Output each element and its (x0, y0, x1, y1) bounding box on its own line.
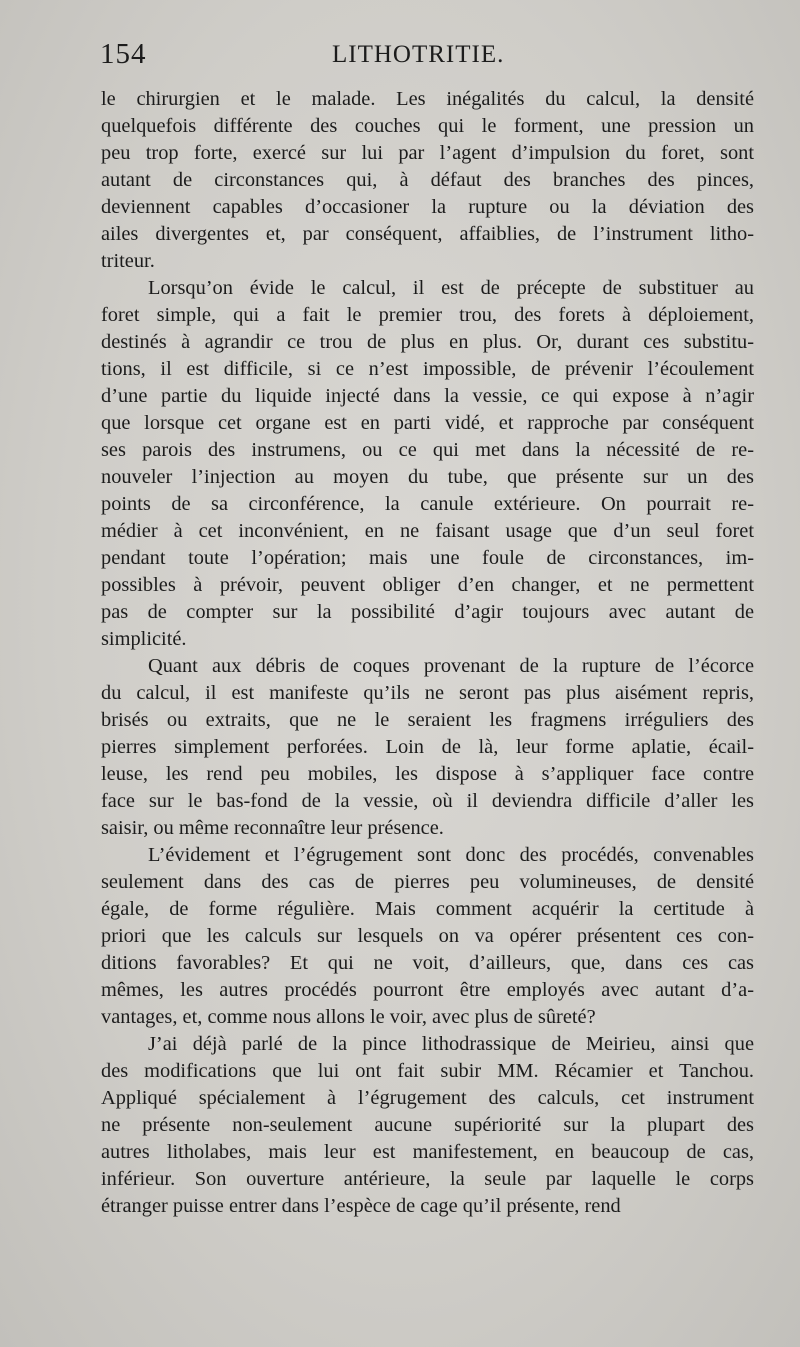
paragraph (101, 275, 754, 653)
text-line: Lorsqu’on évide le calcul, il est de précepte de substituer au (148, 277, 754, 299)
text-line: égale, de forme régulière. Mais comment acquérir la certitude à (101, 898, 754, 920)
text-line: ses parois des instrumens, ou ce qui met dans la nécessité de re- (101, 439, 754, 461)
text-line: leuse, les rend peu mobiles, les dispose à s’appliquer face contre (101, 763, 754, 785)
text-line: J’ai déjà parlé de la pince lithodrassique de Meirieu, ainsi que (148, 1033, 754, 1055)
text-line: saisir, ou même reconnaître leur présence. (101, 817, 444, 839)
text-line: foret simple, qui a fait le premier trou, des forets à déploiement, (101, 304, 754, 326)
text-line: du calcul, il est manifeste qu’ils ne seront pas plus aisément repris, (101, 682, 754, 704)
text-line: Appliqué spécialement à l’égrugement des calculs, cet instrument (101, 1087, 754, 1109)
text-line: pendant toute l’opération; mais une foule de circonstances, im- (101, 547, 754, 569)
text-line: face sur le bas-fond de la vessie, où il deviendra difficile d’aller les (101, 790, 754, 812)
running-title: LITHOTRITIE. (332, 41, 505, 68)
text-line: médier à cet inconvénient, en ne faisant usage que d’un seul foret (101, 520, 754, 542)
text-line: ditions favorables? Et qui ne voit, d’ailleurs, que, dans ces cas (101, 952, 754, 974)
page-number: 154 (100, 38, 147, 70)
text-line: quelquefois différente des couches qui le forment, une pression un (101, 115, 754, 137)
text-line: points de sa circonférence, la canule extérieure. On pourrait re- (101, 493, 754, 515)
text-line: simplicité. (101, 628, 187, 650)
text-line: triteur. (101, 250, 155, 272)
text-line: que lorsque cet organe est en parti vidé, et rapproche par conséquent (101, 412, 754, 434)
text-line: pas de compter sur la possibilité d’agir toujours avec autant de (101, 601, 754, 623)
text-line: peu trop forte, exercé sur lui par l’agent d’impulsion du foret, sont (101, 142, 754, 164)
text-line: autant de circonstances qui, à défaut des branches des pinces, (101, 169, 754, 191)
text-line: autres litholabes, mais leur est manifestement, en beaucoup de cas, (101, 1141, 754, 1163)
text-line: seulement dans des cas de pierres peu volumineuses, de densité (101, 871, 754, 893)
text-line: brisés ou extraits, que ne le seraient les fragmens irréguliers des (101, 709, 754, 731)
text-line: ailes divergentes et, par conséquent, affaiblies, de l’instrument litho- (101, 223, 754, 245)
paragraph (101, 86, 754, 275)
paragraph (101, 1031, 754, 1220)
text-line: le chirurgien et le malade. Les inégalités du calcul, la densité (101, 88, 754, 110)
page-header (100, 38, 755, 78)
text-line: des modifications que lui ont fait subir MM. Récamier et Tanchou. (101, 1060, 754, 1082)
text-line: L’évidement et l’égrugement sont donc des procédés, convenables (148, 844, 754, 866)
text-line: tions, il est difficile, si ce n’est impossible, de prévenir l’écoulement (101, 358, 754, 380)
text-line: ne présente non-seulement aucune supériorité sur la plupart des (101, 1114, 754, 1136)
text-line: destinés à agrandir ce trou de plus en plus. Or, durant ces substitu- (101, 331, 754, 353)
text-line: pierres simplement perforées. Loin de là, leur forme aplatie, écail- (101, 736, 754, 758)
paragraph (101, 842, 754, 1031)
text-line: Quant aux débris de coques provenant de la rupture de l’écorce (148, 655, 754, 677)
text-line: vantages, et, comme nous allons le voir, avec plus de sûreté? (101, 1006, 596, 1028)
paragraph (101, 653, 754, 842)
text-line: étranger puisse entrer dans l’espèce de cage qu’il présente, rend (101, 1195, 621, 1217)
text-line: deviennent capables d’occasioner la rupture ou la déviation des (101, 196, 754, 218)
text-line: nouveler l’injection au moyen du tube, que présente sur un des (101, 466, 754, 488)
text-line: possibles à prévoir, peuvent obliger d’en changer, et ne permettent (101, 574, 754, 596)
text-line: mêmes, les autres procédés pourront être employés avec autant d’a- (101, 979, 754, 1001)
text-line: d’une partie du liquide injecté dans la vessie, ce qui expose à n’agir (101, 385, 754, 407)
text-line: inférieur. Son ouverture antérieure, la seule par laquelle le corps (101, 1168, 754, 1190)
body-text (101, 86, 754, 1220)
text-line: priori que les calculs sur lesquels on va opérer présentent ces con- (101, 925, 754, 947)
